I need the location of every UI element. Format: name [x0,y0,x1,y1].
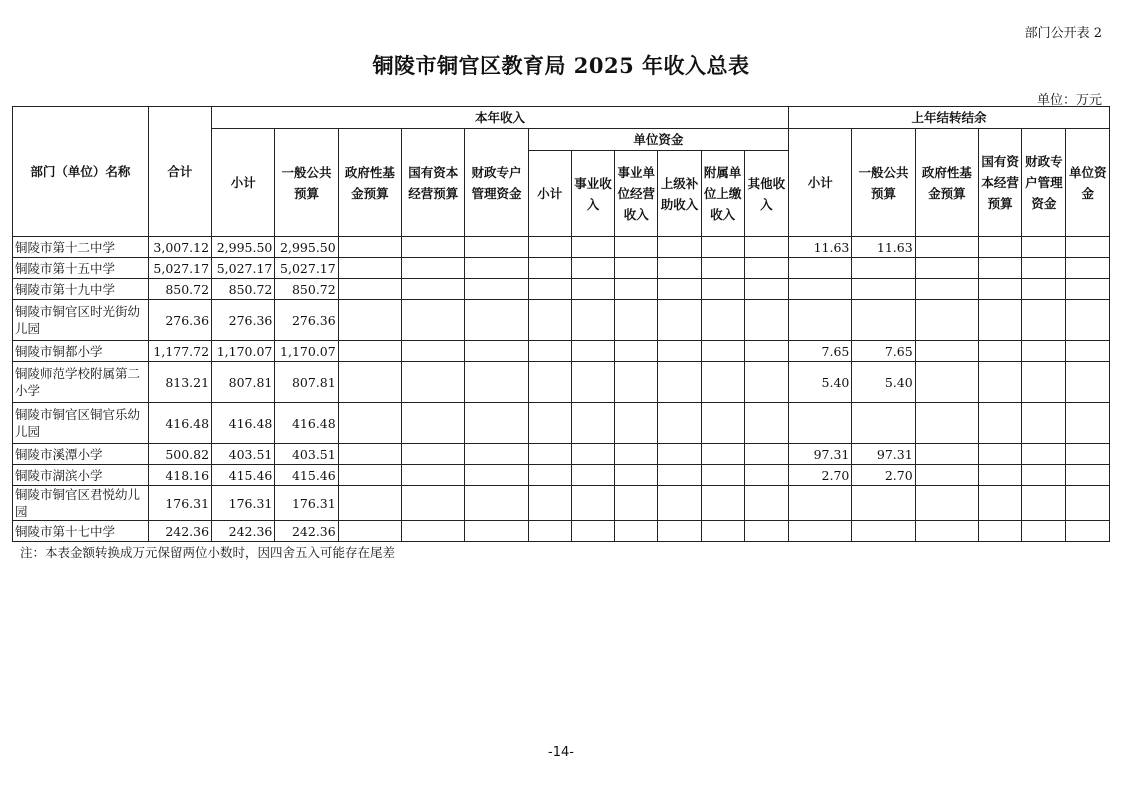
table-row [13,362,1110,403]
header-unit-subtotal: 小计 [528,151,571,237]
prior-general-budget-cell [852,300,915,341]
general-budget-cell: 415.46 [275,465,338,486]
prior-subtotal-cell [789,403,852,444]
prior-subtotal-cell [789,486,852,521]
general-budget-cell: 403.51 [275,444,338,465]
header-prior-unit-funds: 单位资金 [1066,129,1110,237]
table-row [13,486,1110,521]
total-cell: 3,007.12 [148,237,211,258]
subtotal-cell: 5,027.17 [212,258,275,279]
total-cell: 416.48 [148,403,211,444]
page-number: -14- [548,745,574,760]
dept-name-cell: 铜陵市第十二中学 [13,237,149,258]
prior-subtotal-cell [789,258,852,279]
table-row [13,300,1110,341]
dept-name-cell: 铜陵市第十七中学 [13,521,149,542]
table-row [13,521,1110,542]
footnote: 注：本表金额转换成万元保留两位小数时，因四舍五入可能存在尾差 [20,545,396,560]
prior-general-budget-cell: 97.31 [852,444,915,465]
header-operating-income: 事业单位经营收入 [615,151,658,237]
page-title: 铜陵市铜官区教育局 2025 年收入总表 [372,53,750,78]
dept-name-cell: 铜陵师范学校附属第二小学 [13,362,149,403]
header-prior-general-budget: 一般公共预算 [852,129,915,237]
header-dept-name: 部门（单位）名称 [13,107,149,237]
subtotal-cell: 807.81 [212,362,275,403]
dept-name-cell: 铜陵市铜官区铜官乐幼儿园 [13,403,149,444]
subtotal-cell: 850.72 [212,279,275,300]
header-total: 合计 [148,107,211,237]
prior-subtotal-cell [789,279,852,300]
table-row [13,465,1110,486]
subtotal-cell: 1,170.07 [212,341,275,362]
total-cell: 5,027.17 [148,258,211,279]
table-number-label: 部门公开表 2 [1024,26,1102,41]
prior-general-budget-cell [852,486,915,521]
general-budget-cell: 1,170.07 [275,341,338,362]
prior-general-budget-cell: 7.65 [852,341,915,362]
prior-general-budget-cell [852,521,915,542]
header-other-income: 其他收入 [744,151,788,237]
dept-name-cell: 铜陵市湖滨小学 [13,465,149,486]
header-general-budget: 一般公共预算 [275,129,338,237]
subtotal-cell: 176.31 [212,486,275,521]
table-row [13,403,1110,444]
total-cell: 500.82 [148,444,211,465]
prior-general-budget-cell: 5.40 [852,362,915,403]
table-row [13,341,1110,362]
total-cell: 418.16 [148,465,211,486]
dept-name-cell: 铜陵市溪潭小学 [13,444,149,465]
dept-name-cell: 铜陵市铜官区时光街幼儿园 [13,300,149,341]
subtotal-cell: 415.46 [212,465,275,486]
header-prior-gov-fund-budget: 政府性基金预算 [915,129,978,237]
header-state-capital-budget: 国有资本经营预算 [402,129,465,237]
prior-subtotal-cell: 2.70 [789,465,852,486]
prior-general-budget-cell: 2.70 [852,465,915,486]
general-budget-cell: 5,027.17 [275,258,338,279]
total-cell: 242.36 [148,521,211,542]
header-prior-carryover: 上年结转结余 [789,107,1110,129]
general-budget-cell: 242.36 [275,521,338,542]
general-budget-cell: 176.31 [275,486,338,521]
table-row [13,258,1110,279]
header-prior-subtotal: 小计 [789,129,852,237]
header-subsidy-income: 上级补助收入 [658,151,701,237]
header-subtotal: 小计 [212,129,275,237]
prior-subtotal-cell: 97.31 [789,444,852,465]
dept-name-cell: 铜陵市第十五中学 [13,258,149,279]
general-budget-cell: 416.48 [275,403,338,444]
prior-general-budget-cell [852,258,915,279]
prior-general-budget-cell: 11.63 [852,237,915,258]
header-prior-state-capital: 国有资本经营预算 [979,129,1022,237]
dept-name-cell: 铜陵市第十九中学 [13,279,149,300]
subtotal-cell: 403.51 [212,444,275,465]
table-row [13,237,1110,258]
total-cell: 176.31 [148,486,211,521]
table-row [13,444,1110,465]
prior-subtotal-cell: 7.65 [789,341,852,362]
subtotal-cell: 2,995.50 [212,237,275,258]
total-cell: 276.36 [148,300,211,341]
prior-subtotal-cell: 5.40 [789,362,852,403]
general-budget-cell: 850.72 [275,279,338,300]
prior-general-budget-cell [852,279,915,300]
subtotal-cell: 416.48 [212,403,275,444]
header-gov-fund-budget: 政府性基金预算 [338,129,401,237]
general-budget-cell: 807.81 [275,362,338,403]
prior-subtotal-cell: 11.63 [789,237,852,258]
prior-general-budget-cell [852,403,915,444]
general-budget-cell: 2,995.50 [275,237,338,258]
header-prior-fiscal-special: 财政专户管理资金 [1022,129,1066,237]
dept-name-cell: 铜陵市铜都小学 [13,341,149,362]
total-cell: 850.72 [148,279,211,300]
prior-subtotal-cell [789,521,852,542]
header-unit-funds: 单位资金 [528,129,788,151]
header-affiliate-income: 附属单位上缴收入 [701,151,744,237]
prior-subtotal-cell [789,300,852,341]
header-fiscal-special-funds: 财政专户管理资金 [465,129,528,237]
subtotal-cell: 242.36 [212,521,275,542]
unit-label: 单位：万元 [1036,93,1102,108]
header-business-income: 事业收入 [571,151,614,237]
general-budget-cell: 276.36 [275,300,338,341]
subtotal-cell: 276.36 [212,300,275,341]
dept-name-cell: 铜陵市铜官区君悦幼儿园 [13,486,149,521]
income-summary-table [12,106,1110,542]
table-row [13,279,1110,300]
header-current-income: 本年收入 [212,107,789,129]
total-cell: 813.21 [148,362,211,403]
total-cell: 1,177.72 [148,341,211,362]
